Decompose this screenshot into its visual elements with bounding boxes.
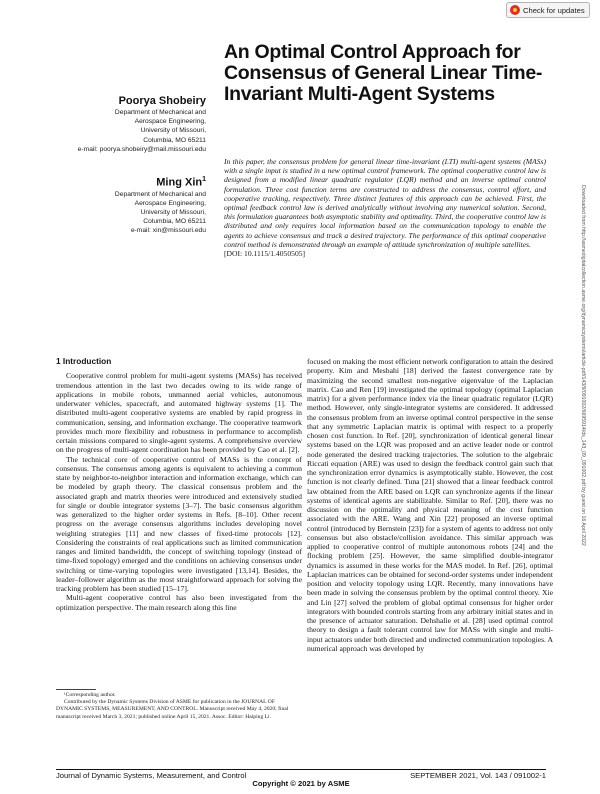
footnotes <box>56 692 302 721</box>
affiliation-line: Columbia, MO 65211 <box>143 136 206 144</box>
article-title: An Optimal Control Approach for Consensus of General Linear Time-Invariant Multi-Agent Systems <box>224 41 543 105</box>
author-block-2 <box>40 173 206 236</box>
issue-info: SEPTEMBER 2021, Vol. 143 / 091002-1 <box>410 771 546 780</box>
body-paragraph: The technical core of cooperative control of MASs is the concept of consensus. The consensus among agents is equivalent to achieving a common state by neighbor-to-neighbor interaction and information exchange, which can be modeled by graph theory. The classical consensus problem and the associated graph and matrix theories were introduced and extensively studied for single or double integrator systems [3–7]. The basic consensus algorithm was generalized to the higher order systems in Refs. [8–10]. Other recent progress on the average consensus algorithms includes developing novel weighting strategies [11] and new classes of fixed-time protocols [12]. Considering the constraints of real applications such as limited communication ranges and limited bandwidth, the concept of switching topology (instead of time-fixed topology) emerged and the conditions on achieving consensus under switching or time-varying topologies were investigated [13,14]. Besides, the leader–follower algorithm as the most straightforward approach for solving the tracking problem has been studied [15–17]. <box>56 454 302 593</box>
footer-divider <box>56 769 546 770</box>
footnote-divider <box>56 689 96 690</box>
author-footnote-mark: 1 <box>202 176 206 183</box>
body-paragraph: focused on making the most efficient network configuration to attain the desired property. Kim and Mesbahi [18] derived the fastest convergence rate by maximizing the second smallest non-negative eigenvalue of the Laplacian matrix. Cao and Ren [19] investigated the optimal topology (optimal Laplacian matrix) for a given performance index via the linear quadratic regulator (LQR) method. However, only single-integrator systems are considered. It addressed the consensus problem from an inverse optimal control perspective in the sense that any symmetric Laplacian matrix is optimal with respect to a properly chosen cost function. In Ref. [20], synchronization of identical general linear systems based on the LQR was proposed and an active leader node or control node generated the desired tracking trajectories. The solution to the algebraic Riccati equation (ARE) was used to design the feedback control gain such that the synchronization error dynamics is asymptotically stable. However, the cost function is not clearly defined. Tuna [21] showed that a linear feedback control law obtained from the ARE based on LQR can synchronize agents if the linear systems of identical agents are stabilizable. Similar to Ref. [20], there was no discussion on the optimality and physical meaning of the cost function associated with the ARE. Wang and Xin [22] proposed an inverse optimal control (introduced by Bernstein [23]) for a system of agents to address not only consensus but also obstacle/collision avoidance. This similar approach was applied to cooperative control of multiple autonomous robots [24] and the flocking problem [25]. However, the same simplified double-integrator dynamics is assumed in these works for the MAS model. In Ref. [26], optimal Laplacian matrices can be obtained for second-order systems under independent position and velocity topology using LQR. Recently, many innovations have been made in solving the consensus problem by the optimal control theory. Xie and Lin [27] solved the problem of global optimal consensus for higher order integrators with bounded controls starting from any arbitrary initial states and in the presence of actuator saturation. Dehshalie et al. [28] used optimal control theory to design a fault tolerant control law for MASs with single and multi-input actuators under both directed and undirected communication topologies. A numerical approach was developed by <box>307 357 553 653</box>
right-column <box>307 357 553 653</box>
check-for-updates-label: Check for updates <box>523 5 585 15</box>
author-name <box>40 173 206 190</box>
affiliation-line: Aerospace Engineering, <box>134 118 206 126</box>
affiliation-line: University of Missouri, <box>140 209 206 217</box>
footnote: Contributed by the Dynamic Systems Division of ASME for publication in the JOURNAL OF DYNAMIC SYSTEMS, MEASUREMENT, AND CONTROL. Manuscript received May 4, 2020; final manuscript received March 3, 2021; published online April 15, 2021. Assoc. Editor: Haiping Li. <box>56 699 289 720</box>
author-block-1 <box>40 95 206 154</box>
footnote: ¹Corresponding author. <box>64 692 116 698</box>
affiliation-line: Aerospace Engineering, <box>134 199 206 207</box>
body-paragraph: Multi-agent cooperative control has also been investigated from the optimization perspective. The main research along this line <box>56 593 302 612</box>
download-watermark: Downloaded from http://asmedigitalcollection.asme.org/dynamicsystems/article-pdf/143/9/091002/6695914/ds_143_09_091002.pdf by guest on 16 April 2022 <box>580 185 586 546</box>
author-name: Poorya Shobeiry <box>118 95 206 107</box>
abstract <box>224 157 546 258</box>
crossmark-icon <box>510 5 520 15</box>
abstract-text: In this paper, the consensus problem for general linear time-invariant (LTI) multi-agent systems (MASs) with a single input is studied in a new optimal control framework. The optimal cooperative control law is designed from a modified linear quadratic regulator (LQR) method and an inverse optimal control formulation. Three cost function terms are constructed to address the consensus, control effort, and cooperative tracking, respectively. Three distinct features of this approach can be achieved. First, the optimal feedback control law is derived analytically without involving any numerical solution. Second, this formulation guarantees both asymptotic stability and optimality. Third, the cooperative control law is distributed and only requires local information based on the communication topology to enable the agents to achieve consensus and track a desired trajectory. The performance of this optimal cooperative control method is demonstrated through an example of attitude synchronization of multiple satellites. <box>224 157 546 249</box>
left-column <box>56 357 302 612</box>
author-name-text: Ming Xin <box>156 176 203 189</box>
author-email: e-mail: poorya.shobeiry@mail.missouri.edu <box>77 145 206 153</box>
affiliation-line: Columbia, MO 65211 <box>143 218 206 226</box>
affiliation-line: University of Missouri, <box>140 127 206 135</box>
author-email: e-mail: xin@missouri.edu <box>130 227 206 235</box>
section-heading: 1 Introduction <box>56 356 112 366</box>
check-for-updates-button[interactable] <box>506 2 590 18</box>
journal-name: Journal of Dynamic Systems, Measurement, and Control <box>56 771 247 780</box>
doi-link[interactable]: [DOI: 10.1115/1.4050505] <box>224 249 306 259</box>
copyright: Copyright © 2021 by ASME <box>252 779 350 788</box>
affiliation-line: Department of Mechanical and <box>114 190 206 198</box>
affiliation-line: Department of Mechanical and <box>114 109 206 116</box>
body-paragraph: Cooperative control problem for multi-agent systems (MASs) has received tremendous attention in the last two decades owing to its wide range of applications in mobile robots, unmanned aerial vehicles, autonomous underwater vehicles, spacecraft, and automated highway systems [1]. The distributed multi-agent cooperative systems are enabled by rapid progress in communication, sensing, and information exchange. The cooperative teamwork provides much more flexibility and robustness in performance to accomplish certain missions compared to single-agent systems. A comprehensive overview on the progress of multi-agent coordination has been provided by Cao et al. [2]. <box>56 371 302 455</box>
